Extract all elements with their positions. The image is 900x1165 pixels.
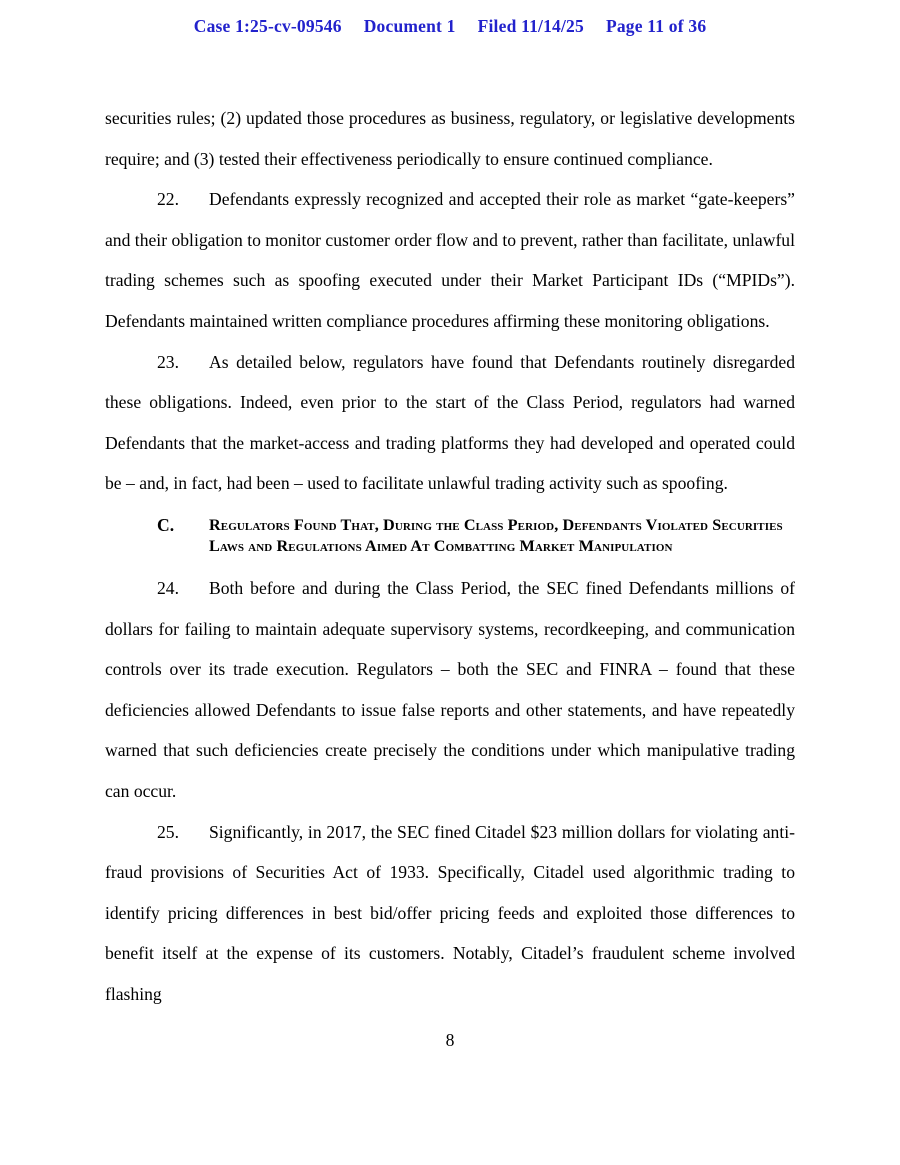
- paragraph-25-number: 25.: [157, 821, 179, 842]
- header-filed: Filed 11/14/25: [477, 16, 584, 36]
- paragraph-23-text: As detailed below, regulators have found that Defendants routinely disregarded these obligations. Indeed, even prior to the start of the Class Period, regulators had warned Defendants that the market-access and trading platforms they had developed and operated could be – and, in fact, had been – used to facilitate unlawful trading activity such as spoofing.: [105, 351, 795, 494]
- ecf-header-stamp: [0, 16, 900, 37]
- header-page: Page 11 of 36: [605, 16, 707, 36]
- paragraph-22-number: 22.: [157, 189, 179, 210]
- paragraph-22: [105, 179, 795, 341]
- section-heading-text: Regulators Found That, During the Class Period, Defendants Violated Securities Laws and Regulations Aimed At Combatting Market Manipulation: [209, 515, 783, 556]
- section-heading-c: [105, 515, 795, 558]
- header-case: Case 1:25-cv-09546: [193, 16, 342, 36]
- paragraph-23: [105, 342, 795, 504]
- page-number: 8: [445, 1030, 455, 1050]
- paragraph-continued: securities rules; (2) updated those procedures as business, regulatory, or legislative developments require; and (3) tested their effectiveness periodically to ensure continued compliance.: [105, 108, 795, 169]
- header-document: Document 1: [363, 16, 456, 36]
- paragraph-24-number: 24.: [157, 577, 179, 598]
- section-heading-letter: C.: [157, 514, 175, 535]
- paragraph-23-number: 23.: [157, 351, 179, 372]
- paragraph-25-text: Significantly, in 2017, the SEC fined Citadel $23 million dollars for violating anti-fraud provisions of Securities Act of 1933. Specifically, Citadel used algorithmic trading to identify pricing differences in best bid/offer pricing feeds and exploited those differences to benefit itself at the expense of its customers. Notably, Citadel’s fraudulent scheme involved flashing: [105, 821, 795, 1004]
- paragraph-25: [105, 812, 795, 1015]
- paragraph-22-text: Defendants expressly recognized and accepted their role as market “gate-keepers” and their obligation to monitor customer order flow and to prevent, rather than facilitate, unlawful trading schemes such as spoofing executed under their Market Participant IDs (“MPIDs”). Defendants maintained written compliance procedures affirming these monitoring obligations.: [105, 189, 795, 331]
- paragraph-24: [105, 568, 795, 812]
- document-body: [105, 98, 795, 1014]
- paragraph-24-text: Both before and during the Class Period, the SEC fined Defendants millions of dollars for failing to maintain adequate supervisory systems, recordkeeping, and communication controls over its trade execution. Regulators – both the SEC and FINRA – found that these deficiencies allowed Defendants to issue false reports and other statements, and have repeatedly warned that such deficiencies create precisely the conditions under which manipulative trading can occur.: [105, 577, 795, 801]
